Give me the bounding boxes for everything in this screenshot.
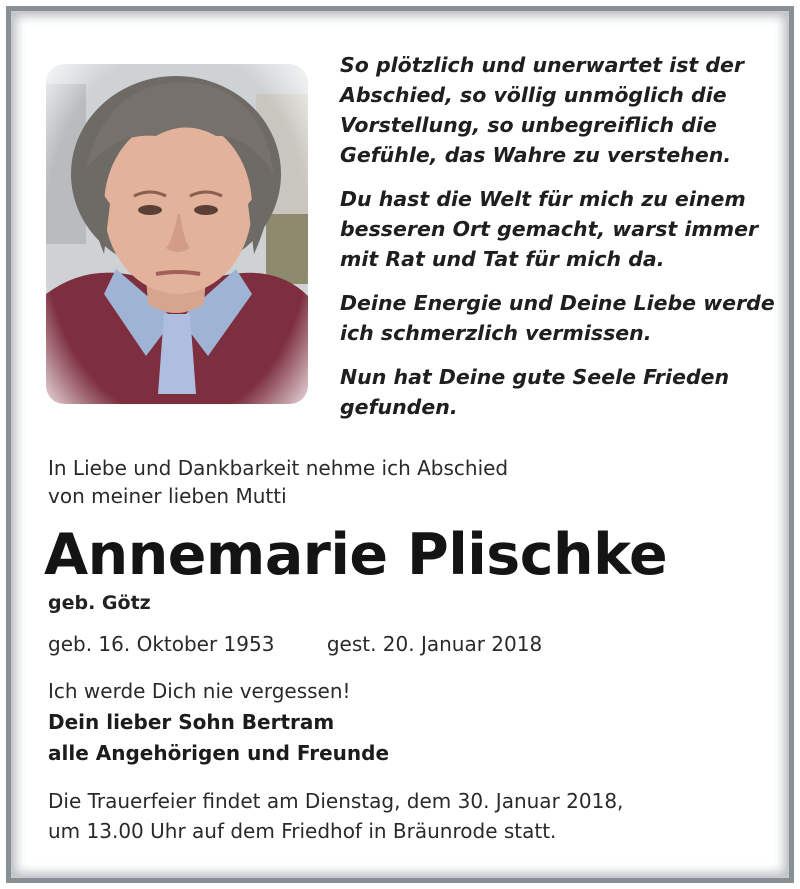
closing-message: Ich werde Dich nie vergessen!	[48, 679, 351, 703]
poem-line: besseren Ort gemacht, warst immer	[340, 217, 759, 241]
service-line: Die Trauerfeier findet am Dienstag, dem 30. Januar 2018,	[48, 789, 624, 813]
funeral-service-info	[48, 786, 728, 846]
poem-line: mit Rat und Tat für mich da.	[340, 247, 665, 271]
life-dates	[48, 632, 542, 656]
farewell-line: von meiner lieben Mutti	[48, 484, 287, 508]
farewell-text	[48, 454, 648, 510]
poem-line: Deine Energie und Deine Liebe werde	[340, 291, 775, 315]
poem-stanza-2	[340, 184, 760, 274]
poem-line: Vorstellung, so unbegreiflich die	[340, 113, 717, 137]
signature-line: alle Angehörigen und Freunde	[48, 741, 390, 765]
poem-line: gefunden.	[340, 395, 458, 419]
service-line: um 13.00 Uhr auf dem Friedhof in Bräunrode statt.	[48, 819, 557, 843]
poem-stanza-3	[340, 288, 775, 348]
birth-date: geb. 16. Oktober 1953	[48, 632, 275, 656]
poem-line: Du hast die Welt für mich zu einem	[340, 187, 746, 211]
poem-line: Nun hat Deine gute Seele Frieden	[340, 365, 730, 389]
poem	[340, 50, 775, 436]
deceased-name: Annemarie Plischke	[44, 522, 668, 588]
maiden-name: geb. Götz	[48, 592, 151, 614]
farewell-line: In Liebe und Dankbarkeit nehme ich Abschied	[48, 456, 509, 480]
poem-line: So plötzlich und unerwartet ist der	[340, 53, 745, 77]
portrait-illustration	[46, 64, 308, 404]
portrait-photo	[46, 64, 308, 404]
poem-stanza-4	[340, 362, 760, 422]
death-date: gest. 20. Januar 2018	[326, 632, 543, 656]
poem-line: ich schmerzlich vermissen.	[340, 321, 652, 345]
closing-block	[48, 676, 648, 769]
signature-line: Dein lieber Sohn Bertram	[48, 710, 335, 734]
poem-line: Abschied, so völlig unmöglich die	[340, 83, 727, 107]
poem-line: Gefühle, das Wahre zu verstehen.	[340, 143, 732, 167]
poem-stanza-1	[340, 50, 760, 170]
